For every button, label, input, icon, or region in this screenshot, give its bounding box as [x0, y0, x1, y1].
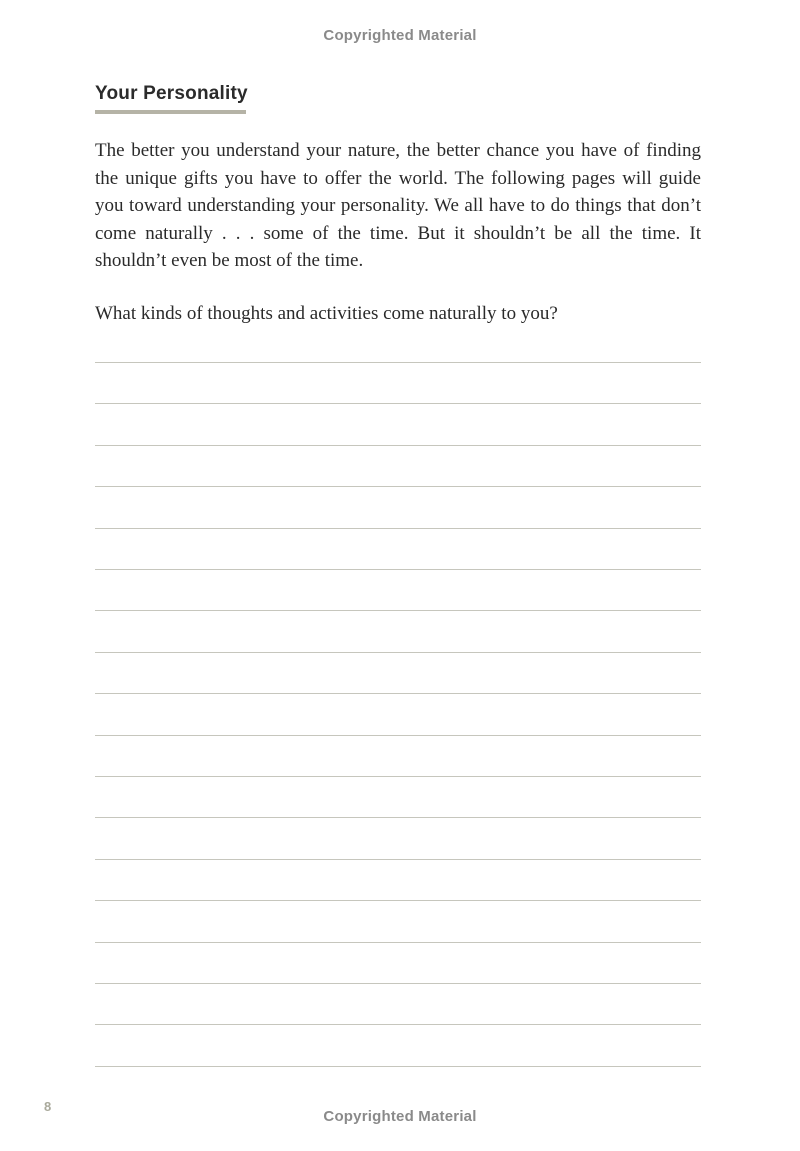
writing-line — [95, 362, 701, 363]
heading-underline — [95, 110, 246, 114]
writing-line — [95, 735, 701, 736]
section-heading: Your Personality — [95, 83, 248, 104]
writing-line — [95, 900, 701, 901]
writing-line — [95, 817, 701, 818]
writing-line — [95, 693, 701, 694]
writing-line — [95, 859, 701, 860]
writing-line — [95, 610, 701, 611]
writing-line — [95, 776, 701, 777]
writing-line — [95, 569, 701, 570]
intro-paragraph: The better you understand your nature, the better chance you have of finding the unique gifts you have to offer the world. The following pages will guide you toward understanding your personality. We all have to do things that don’t come naturally . . . some of the time. But it shouldn’t be all the time. It shouldn’t even be most of the time. — [95, 140, 701, 272]
writing-line — [95, 403, 701, 404]
writing-line — [95, 983, 701, 984]
page-number: 8 — [44, 1099, 52, 1114]
writing-line — [95, 528, 701, 529]
question-prompt: What kinds of thoughts and activities come naturally to you? — [95, 303, 558, 324]
writing-line — [95, 1066, 701, 1067]
writing-line — [95, 652, 701, 653]
writing-line — [95, 1024, 701, 1025]
writing-line — [95, 445, 701, 446]
writing-line — [95, 942, 701, 943]
copyright-watermark-top: Copyrighted Material — [323, 27, 477, 44]
writing-line — [95, 486, 701, 487]
copyright-watermark-bottom: Copyrighted Material — [323, 1108, 477, 1125]
